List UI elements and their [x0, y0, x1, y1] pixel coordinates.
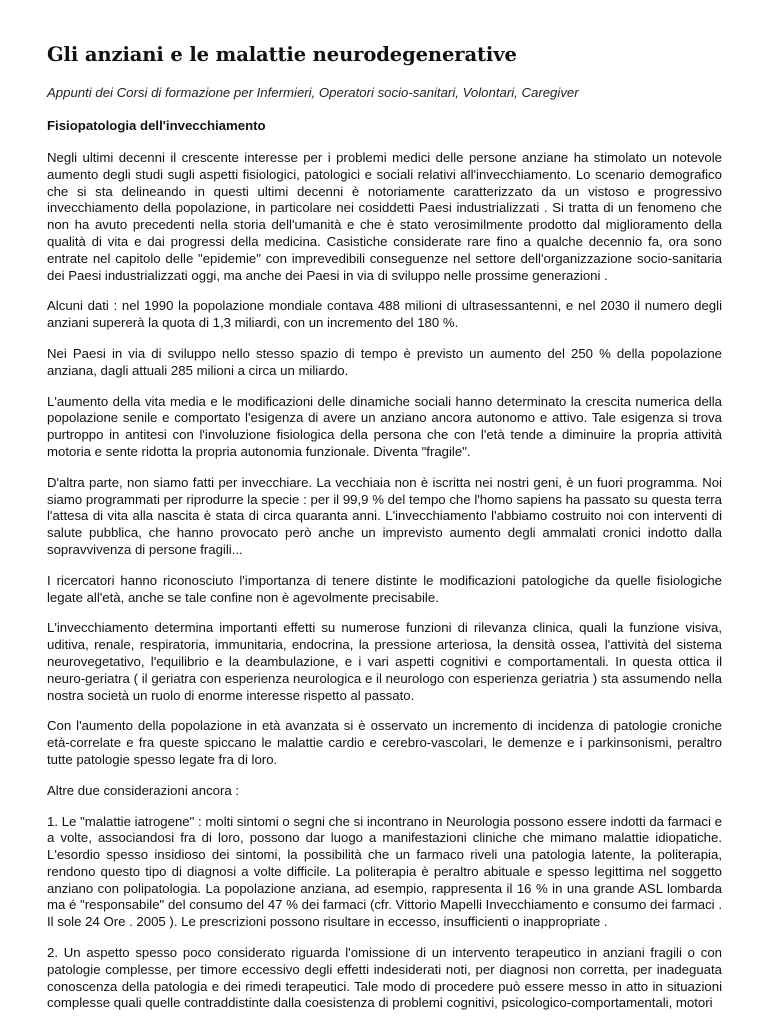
paragraph-iatrogenic: 1. Le "malattie iatrogene" : molti sintomi o segni che si incontrano in Neurologia possono essere indotti da farmaci e a volte, associandosi fra di loro, possono dar luogo a manifestazioni cliniche che mimano malattie idiopatiche. L'esordio spesso insidioso dei sintomi, la possibilità che un farmaco riveli una patologia latente, la politerapia, rendono questo tipo di diagnosi a volte difficile. La politerapia è peraltro abituale e spesso legittima nel soggetto anziano con polipatologia. La popolazione anziana, ad esempio, rappresenta il 16 % in una grande ASL lombarda ma é "responsabile" del consumo del 47 % dei farmaci (cfr. Vittorio Mapelli Invecchiamento e consumo dei farmaci . Il sole 24 Ore . 2005 ). Le prescrizioni possono risultare in eccesso, insufficienti o inappropriate .: [47, 813, 722, 930]
paragraph-considerations-intro: Altre due considerazioni ancora :: [47, 782, 240, 798]
paragraph-not-made-to-age: D'altra parte, non siamo fatti per invecchiare. La vecchiaia non è iscritta nei nostri geni, è un fuori programma. Noi siamo programmati per riprodurre la specie : per il 99,9 % del tempo che l'homo sapiens ha passato su questa terra l'attesa di vita alla nascita è stata di circa quaranta anni. L'invecchiamento l'abbiamo costruito noi con interventi di salute pubblica, che hanno provocato però anche un imprevisto aumento degli ammalati cronici indotto dalla sopravvivenza di persone fragili...: [47, 474, 722, 557]
document-content: [47, 42, 722, 1024]
paragraph-researchers: I ricercatori hanno riconosciuto l'importanza di tenere distinte le modificazioni patologiche da quelle fisiologiche legate all'età, anche se tale confine non è agevolmente precisabile.: [47, 572, 722, 605]
paragraph-life-expectancy: L'aumento della vita media e le modificazioni delle dinamiche sociali hanno determinato la crescita numerica della popolazione senile e comportato l'esigenza di avere un anziano ancora autonomo e attivo. Tale esigenza si trova purtroppo in antitesi con l'involuzione fisiologica della persona che con l'età tende a diminuire la propria attività motoria e sente ridotta la propria autonomia funzionale. Diventa "fragile".: [47, 393, 722, 459]
paragraph-omission: 2. Un aspetto spesso poco considerato riguarda l'omissione di un intervento terapeutico in anziani fragili o con patologie complesse, per timore eccessivo degli effetti indesiderati noti, per diagnosi non corretta, per inadeguata conoscenza della patologia e dei rimedi terapeutici. Tale modo di procedere può essere messo in atto in situazioni complesse quali quelle contraddistinte dalla coesistenza di problemi cognitivi, psicologico-comportamentali, motori: [47, 945, 722, 1011]
document-title: Gli anziani e le malattie neurodegenerative: [47, 43, 517, 66]
paragraph-clinical-effects: L'invecchiamento determina importanti effetti su numerose funzioni di rilevanza clinica, quali la funzione visiva, uditiva, renale, respiratoria, immunitaria, endocrina, la pressione arteriosa, la densità ossea, l'attività del sistema neurovegetativo, l'equilibrio e la deambulazione, e i vari aspetti cognitivi e comportamentali. In questa ottica il neuro-geriatra ( il geriatra con esperienza neurologica e il neurologo con esperienza geriatria ) sta assumendo nella nostra società un ruolo di enorme interesse rispetto al passato.: [47, 620, 722, 703]
section-title: Fisiopatologia dell'invecchiamento: [47, 118, 266, 133]
document-subtitle: Appunti dei Corsi di formazione per Infermieri, Operatori socio-sanitari, Volontari, Caregiver: [47, 85, 579, 100]
paragraph-chronic-diseases: Con l'aumento della popolazione in età avanzata si è osservato un incremento di incidenza di patologie croniche età-correlate e fra queste spiccano le malattie cardio e cerebro-vascolari, le demenze e i parkinsonismi, peraltro tutte patologie spesso legate fra di loro.: [47, 718, 722, 767]
paragraph-data-developing: Nei Paesi in via di sviluppo nello stesso spazio di tempo è previsto un aumento del 250 % della popolazione anziana, dagli attuali 285 milioni a circa un miliardo.: [47, 345, 722, 378]
paragraph-data-world: Alcuni dati : nel 1990 la popolazione mondiale contava 488 milioni di ultrasessantenni, e nel 2030 il numero degli anziani supererà la quota di 1,3 miliardi, con un incremento del 180 %.: [47, 298, 722, 331]
paragraph-intro: Negli ultimi decenni il crescente interesse per i problemi medici delle persone anziane ha stimolato un notevole aumento degli studi sugli aspetti fisiologici, patologici e sociali relativi all'invecchiamento. Lo scenario demografico che si sta delineando in questi ultimi decenni è notoriamente caratterizzato da un vistoso e progressivo invecchiamento della popolazione, in particolare nei cosiddetti Paesi industrializzati . Si tratta di un fenomeno che non ha avuto precedenti nella storia dell'umanità e che è stato verosimilmente prodotto dal miglioramento della qualità di vita e dai progressi della medicina. Casistiche considerate rare fino a qualche decennio fa, ora sono entrate nel capitolo delle "epidemie" con imprevedibili conseguenze nel settore dell'organizzazione socio-sanitaria dei Paesi industrializzati oggi, ma anche dei Paesi in via di sviluppo nelle prossime generazioni .: [47, 150, 722, 283]
